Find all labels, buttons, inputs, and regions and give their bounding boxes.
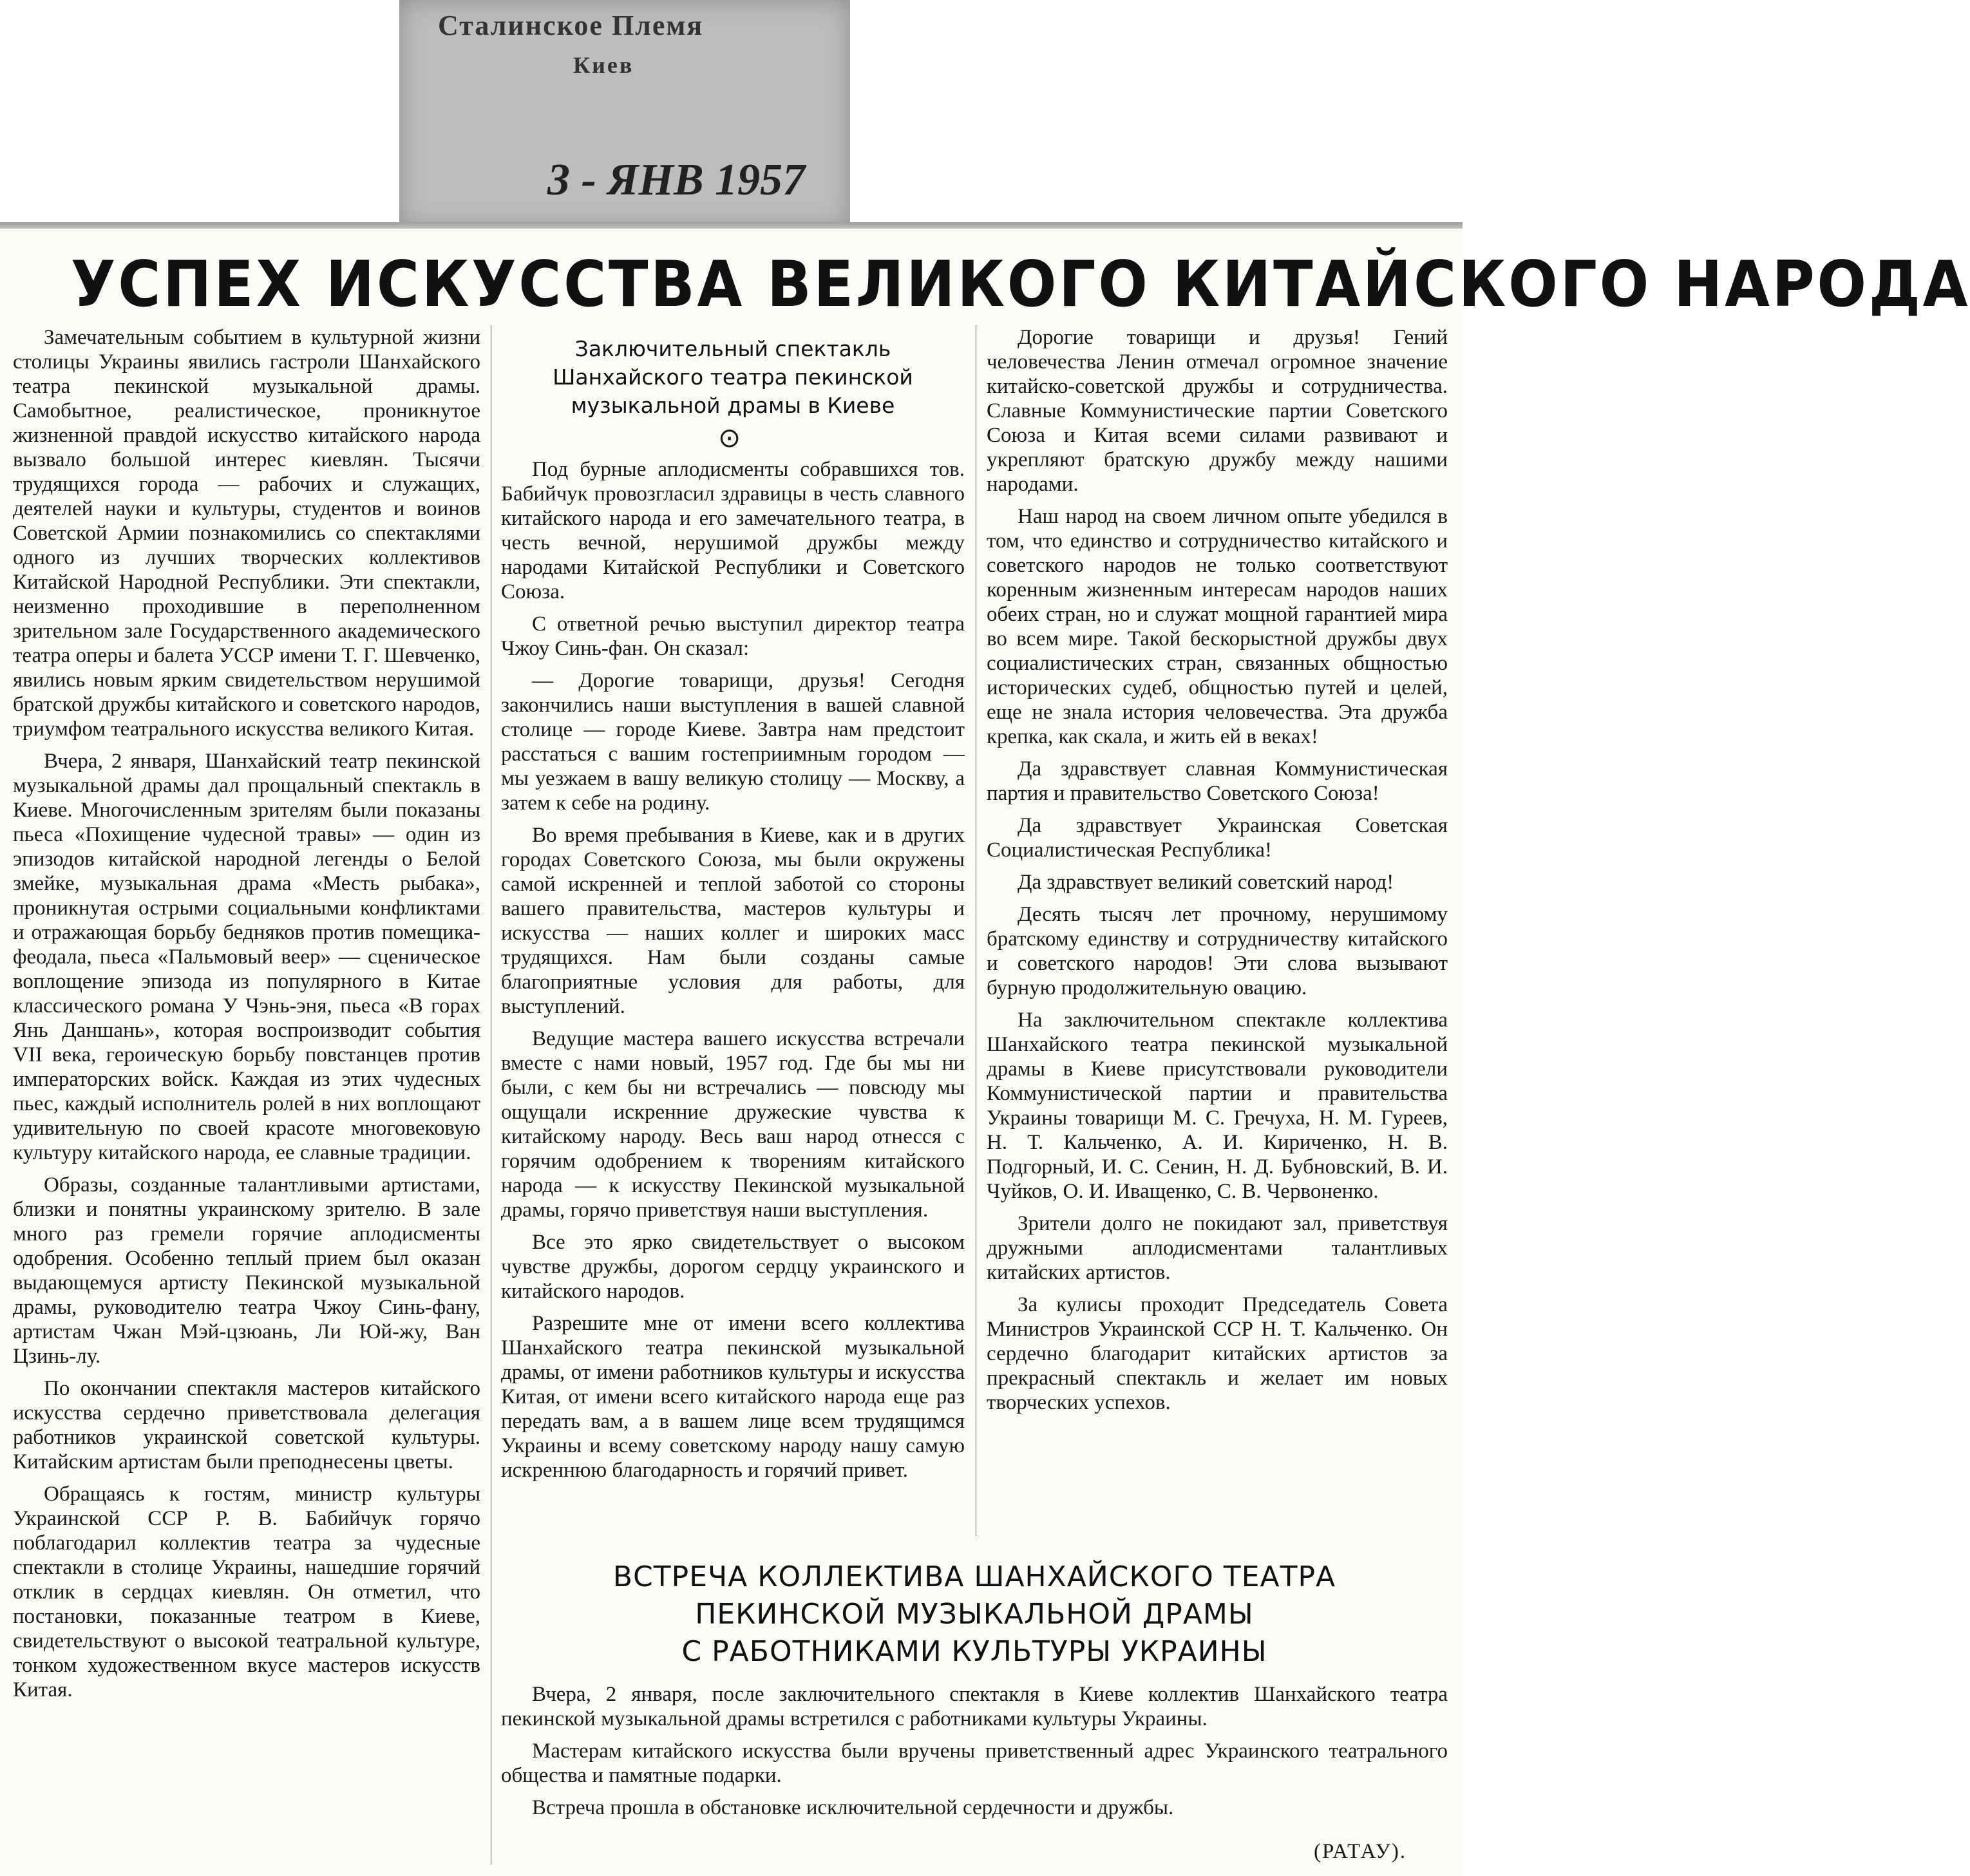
- meeting-headline: [501, 1559, 1448, 1671]
- paragraph: Замечательным событием в культурной жизни столицы Украины явились гастроли Шанхайского театра пекинской музыкальной драмы. Самобытное, реалистическое, проникнутое жизненной правдой искусство китайского народа вызвало большой интерес киевлян. Тысячи трудящихся города — рабочих и служащих, деятелей науки и культуры, студентов и воинов Советской Армии познакомились со спектаклями одного из лучших творческих коллективов Китайской Народной Республики. Эти спектакли, неизменно проходившие в переполненном зрительном зале Государственного академического театра оперы и балета УССР имени Т. Г. Шевченко, явились новым ярким свидетельством нерушимой братской дружбы китайского и советского народов, триумфом театрального искусства великого Китая.: [13, 326, 480, 741]
- paragraph: Мастерам китайского искусства были вручены приветственный адрес Украинского театрального общества и памятные подарки.: [501, 1739, 1448, 1787]
- paragraph: На заключительном спектакле коллектива Шанхайского театра пекинской музыкальной драмы в Киеве присутствовали руководители Коммунистической партии и правительства Украины товарищи М. С. Гречуха, Н. М. Гуреев, Н. Т. Кальченко, А. И. Кириченко, Н. В. Подгорный, И. С. Сенин, Н. Д. Бубновский, В. И. Чуйков, О. И. Иващенко, С. В. Червоненко.: [987, 1009, 1448, 1203]
- paragraph: Да здравствует великий советский народ!: [1018, 871, 1394, 894]
- paragraph: Под бурные аплодисменты собравшихся тов. Бабийчук провозгласил здравицы в честь славного китайского народа и его замечательного театра, в честь вечной, нерушимой дружбы между народами Китайской Республики и Советского Союза.: [501, 458, 965, 603]
- paragraph: Десять тысяч лет прочному, нерушимому братскому единству и сотрудничеству китайского и советского народов! Эти слова вызывают бурную продолжительную овацию.: [987, 903, 1448, 1000]
- column-middle: [501, 457, 965, 1552]
- meeting-headline-line: ВСТРЕЧА КОЛЛЕКТИВА ШАНХАЙСКОГО ТЕАТРА: [612, 1560, 1336, 1593]
- paragraph: Во время пребывания в Киеве, как и в других городах Советского Союза, мы были окружены самой искренней и теплой заботой со стороны вашего правительства, мастеров культуры и искусства — наших коллег и широких масс трудящихся. Нам были созданы самые благоприятные условия для работы, для выступлений.: [501, 824, 965, 1018]
- article-headline: УСПЕХ ИСКУССТВА ВЕЛИКОГО КИТАЙСКОГО НАРОДА: [71, 248, 1970, 321]
- stamp-date: 3 - ЯНВ 1957: [547, 155, 806, 205]
- meeting-headline-line: С РАБОТНИКАМИ КУЛЬТУРЫ УКРАИНЫ: [681, 1635, 1267, 1668]
- paragraph: Да здравствует славная Коммунистическая партия и правительство Советского Союза!: [987, 757, 1448, 805]
- paragraph: Разрешите мне от имени всего коллектива Шанхайского театра пекинской музыкальной драмы, от имени работников культуры и искусства Китая, от имени всего китайского народа еще раз передать вам, а в вашем лице всем трудящимся Украины и всему советскому народу нашу самую искреннюю благодарность и горячий привет.: [501, 1312, 965, 1482]
- paragraph: Образы, созданные талантливыми артистами, близки и понятны украинскому зрителю. В зале много раз гремели горячие аплодисменты одобрения. Особенно теплый прием был оказан выдающемуся артисту Пекинской музыкальной драмы, руководителю театра Чжоу Синь-фану, артистам Чжан Мэй-цзюань, Ли Юй-жу, Ван Цзинь-лу.: [13, 1173, 480, 1368]
- news-agency-signoff: (РАТАУ).: [1314, 1840, 1407, 1863]
- paragraph: Дорогие товарищи и друзья! Гений человечества Ленин отмечал огромное значение китайско-советской дружбы и сотрудничества. Славные Коммунистические партии Советского Союза и Китая всеми силами развивают и укрепляют братскую дружбу между нашими народами.: [987, 326, 1448, 496]
- column-left: [13, 325, 480, 1871]
- paragraph: Обращаясь к гостям, министр культуры Украинской ССР Р. В. Бабийчук горячо поблагодарил коллектив театра за чудесные спектакли в столице Украины, нашедшие горячий отклик в сердцах киевлян. Он отметил, что постановки, показанные театром в Киеве, свидетельствуют о высокой театральной культуре, тонком художественном вкусе мастеров искусств Китая.: [13, 1483, 480, 1701]
- archive-stamp: [399, 0, 850, 229]
- paragraph: За кулисы проходит Председатель Совета Министров Украинской ССР Н. Т. Кальченко. Он сердечно благодарит китайских артистов за прекрасный спектакль и желает им новых творческих успехов.: [987, 1293, 1448, 1414]
- paragraph: По окончании спектакля мастеров китайского искусства сердечно приветствовала делегация работников украинской советской культуры. Китайским артистам были преподнесены цветы.: [13, 1377, 480, 1473]
- stamp-city: Киев: [573, 52, 634, 78]
- paragraph: Встреча прошла в обстановке исключительной сердечности и дружбы.: [532, 1796, 1174, 1819]
- meeting-headline-line: ПЕКИНСКОЙ МУЗЫКАЛЬНОЙ ДРАМЫ: [695, 1598, 1254, 1631]
- paragraph: Да здравствует Украинская Советская Социалистическая Республика!: [987, 814, 1448, 862]
- paragraph: Вчера, 2 января, после заключительного спектакля в Киеве коллектив Шанхайского театра пекинской музыкальной драмы встретился с работниками культуры Украины.: [501, 1683, 1448, 1730]
- article-subheadline: Заключительный спектакль Шанхайского театра пекинской музыкальной драмы в Киеве: [553, 336, 913, 418]
- paragraph: Все это ярко свидетельствует о высоком чувстве дружбы, дорогом сердцу украинского и китайского народов.: [501, 1231, 965, 1303]
- stamp-publication: Сталинское Племя: [438, 10, 704, 41]
- ornament-icon: ⊙: [718, 422, 741, 453]
- paragraph: Вчера, 2 января, Шанхайский театр пекинской музыкальной драмы дал прощальный спектакль в Киеве. Многочисленным зрителям были показаны пьеса «Похищение чудесной травы» — один из эпизодов китайской народной легенды о Белой змейке, музыкальная драма «Месть рыбака», проникнутая острыми социальными конфликтами и отражающая борьбу бедняков против помещика-феодала, пьеса «Пальмовый веер» — сценическое воплощение эпизода из популярного в Китае классического романа У Чэнь-эня, пьеса «В горах Янь Даншань», которая воспроизводит события VII века, героическую борьбу повстанцев против императорских войск. Каждая из этих чудесных пьес, каждый исполнитель ролей в них воплощают удивительную по своей красоте многовековую культуру китайского народа, ее славные традиции.: [13, 750, 480, 1164]
- paragraph: Зрители долго не покидают зал, приветствуя дружными аплодисментами талантливых китайских артистов.: [987, 1212, 1448, 1284]
- paragraph: С ответной речью выступил директор театра Чжоу Синь-фан. Он сказал:: [501, 612, 965, 660]
- paragraph: — Дорогие товарищи, друзья! Сегодня закончились наши выступления в вашей славной столице — городе Киеве. Завтра нам предстоит расстаться с вашим гостеприимным городом — мы уезжаем в вашу великую столицу — Москву, а затем к себе на родину.: [501, 669, 965, 815]
- meeting-article: [501, 1682, 1448, 1869]
- column-right: [987, 325, 1448, 1549]
- paragraph: Ведущие мастера вашего искусства встречали вместе с нами новый, 1957 год. Где бы мы ни были, с кем бы ни встречались — повсюду мы ощущали искренние дружеские чувства к китайскому народу. Весь ваш народ отнесся с горячим одобрением к творениям китайского народа — к искусству Пекинской музыкальной драмы, горячо приветствуя наши выступления.: [501, 1027, 965, 1222]
- paragraph: Наш народ на своем личном опыте убедился в том, что единство и сотрудничество китайского и советского народов не только соответствуют коренным жизненным интересам народов наших обеих стран, но и служат мощной гарантией мира во всем мире. Такой бескорыстной дружбы двух социалистических стран, связанных общностью исторических судеб, общностью путей и целей, еще не знала история человечества. Эта дружба крепка, как скала, и жить ей в веках!: [987, 505, 1448, 748]
